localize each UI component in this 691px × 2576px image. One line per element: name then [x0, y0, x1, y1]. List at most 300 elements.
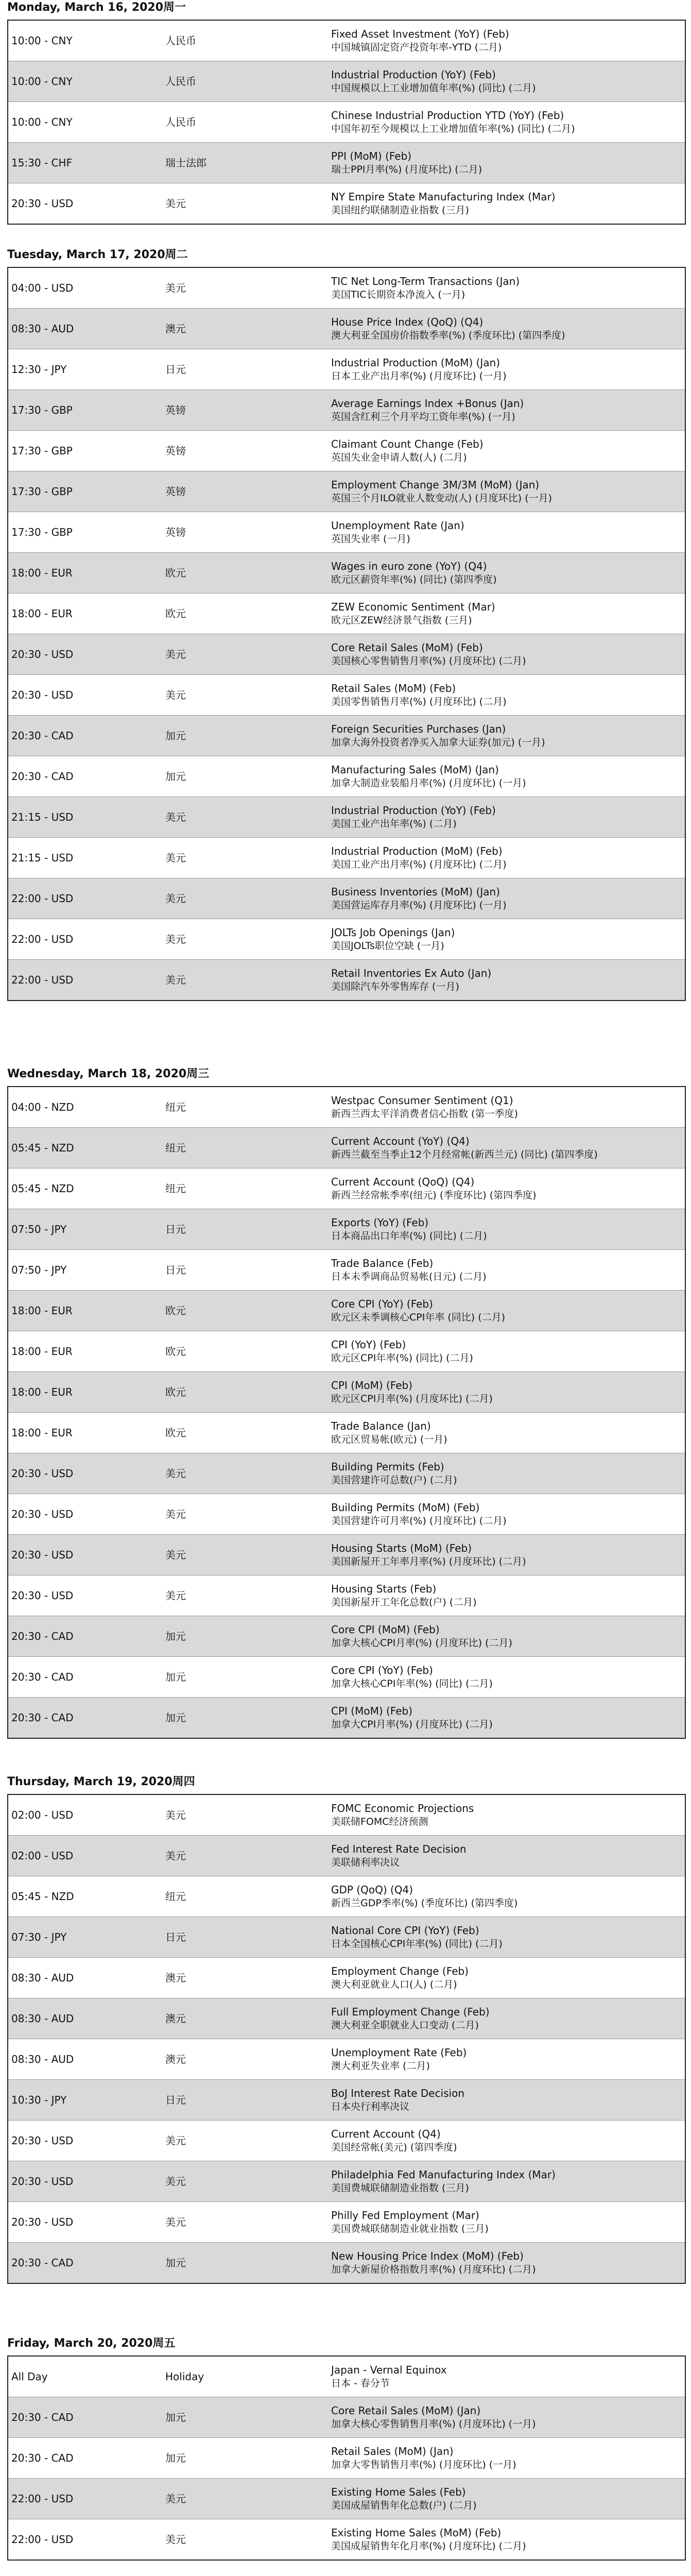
event-time: 15:30 - CHF — [8, 143, 162, 183]
event-time: 22:00 - USD — [8, 2479, 162, 2519]
event-name-cn: 美国JOLTs职位空缺 (一月) — [331, 940, 444, 952]
event-name-en: Wages in euro zone (YoY) (Q4) — [331, 560, 487, 572]
event-currency: 日元 — [162, 2080, 328, 2121]
table-row — [8, 1876, 685, 1917]
event-time: 10:00 - CNY — [8, 102, 162, 143]
event-time: 22:00 - USD — [8, 960, 162, 1001]
event-cell — [328, 1453, 685, 1494]
table-row — [8, 1917, 685, 1958]
event-currency: 美元 — [162, 1453, 328, 1494]
event-name-cn: 美国纽约联储制造业指数 (三月) — [331, 205, 469, 216]
table-row — [8, 878, 685, 919]
event-cell — [328, 1128, 685, 1168]
event-currency: 欧元 — [162, 1413, 328, 1453]
event-time: 17:30 - GBP — [8, 512, 162, 553]
event-name-cn: 澳大利亚全职就业人口变动 (二月) — [331, 2020, 479, 2031]
event-currency: 澳元 — [162, 309, 328, 349]
event-name-cn: 美联储FOMC经济预测 — [331, 1816, 428, 1827]
event-time: 21:15 - USD — [8, 838, 162, 878]
event-currency: 美元 — [162, 675, 328, 716]
event-time: 18:00 - EUR — [8, 1291, 162, 1331]
event-name-cn: 美国营运库存月率(%) (月度环比) (一月) — [331, 900, 507, 911]
table-row — [8, 553, 685, 594]
event-currency: 人民币 — [162, 61, 328, 102]
table-row — [8, 431, 685, 471]
table-row — [8, 2356, 685, 2397]
table-row — [8, 1087, 685, 1128]
event-currency: 美元 — [162, 2161, 328, 2202]
event-name-cn: 加拿大海外投资者净买入加拿大证券(加元) (一月) — [331, 737, 545, 748]
event-name-en: Foreign Securities Purchases (Jan) — [331, 723, 506, 735]
table-row — [8, 183, 685, 225]
table-row — [8, 797, 685, 838]
day-title: Wednesday, March 18, 2020周三 — [7, 1067, 210, 1080]
event-currency: 欧元 — [162, 1331, 328, 1372]
event-time: 08:30 - AUD — [8, 309, 162, 349]
table-row — [8, 1836, 685, 1876]
event-currency: 美元 — [162, 2121, 328, 2161]
table-row — [8, 2080, 685, 2121]
day-title: Tuesday, March 17, 2020周二 — [7, 248, 188, 261]
event-cell — [328, 267, 685, 309]
event-time: 10:30 - JPY — [8, 2080, 162, 2121]
event-name-cn: 英国失业金申请人数(人) (二月) — [331, 452, 467, 463]
table-row — [8, 634, 685, 675]
event-name-cn: 美国成屋销售年化月率(%) (月度环比) (二月) — [331, 2540, 526, 2552]
table-row — [8, 1168, 685, 1209]
event-name-cn: 新西兰截至当季止12个月经常帐(新西兰元) (同比) (第四季度) — [331, 1149, 598, 1160]
event-currency: 美元 — [162, 2479, 328, 2519]
event-name-en: Westpac Consumer Sentiment (Q1) — [331, 1094, 513, 1107]
event-time: 18:00 - EUR — [8, 1372, 162, 1413]
event-cell — [328, 878, 685, 919]
event-name-en: Housing Starts (Feb) — [331, 1583, 437, 1595]
table-row — [8, 1616, 685, 1657]
event-name-en: CPI (MoM) (Feb) — [331, 1705, 413, 1717]
table-row — [8, 1657, 685, 1698]
event-currency: 美元 — [162, 1494, 328, 1535]
event-name-cn: 澳大利亚就业人口(人) (二月) — [331, 1979, 457, 1990]
event-name-en: BoJ Interest Rate Decision — [331, 2087, 465, 2099]
event-name-en: Retail Inventories Ex Auto (Jan) — [331, 967, 492, 979]
event-cell — [328, 1087, 685, 1128]
event-currency: 澳元 — [162, 2039, 328, 2080]
event-cell — [328, 553, 685, 594]
event-name-cn: 美国工业产出年率(%) (二月) — [331, 818, 457, 829]
event-time: 10:00 - CNY — [8, 61, 162, 102]
event-name-cn: 美国核心零售销售月率(%) (月度环比) (二月) — [331, 655, 526, 667]
table-row — [8, 390, 685, 431]
table-row — [8, 309, 685, 349]
event-name-en: Housing Starts (MoM) (Feb) — [331, 1542, 472, 1554]
table-row — [8, 1331, 685, 1372]
event-cell — [328, 716, 685, 756]
event-currency: 欧元 — [162, 1372, 328, 1413]
event-name-cn: 加拿大核心CPI月率(%) (月度环比) (二月) — [331, 1637, 512, 1649]
events-table — [7, 267, 686, 1001]
event-cell — [328, 1372, 685, 1413]
event-name-en: Claimant Count Change (Feb) — [331, 438, 483, 450]
event-time: 05:45 - NZD — [8, 1128, 162, 1168]
day-title: Friday, March 20, 2020周五 — [7, 2337, 176, 2350]
event-name-en: CPI (MoM) (Feb) — [331, 1379, 413, 1392]
event-name-cn: 美国工业产出月率(%) (月度环比) (二月) — [331, 859, 507, 870]
table-row — [8, 2438, 685, 2479]
event-time: 20:30 - USD — [8, 1575, 162, 1616]
event-cell — [328, 143, 685, 183]
event-time: 17:30 - GBP — [8, 471, 162, 512]
event-name-cn: 英国三个月ILO就业人数变动(人) (月度环比) (一月) — [331, 493, 552, 504]
event-name-en: Employment Change 3M/3M (MoM) (Jan) — [331, 479, 540, 491]
event-cell — [328, 2202, 685, 2243]
table-row — [8, 716, 685, 756]
table-row — [8, 1998, 685, 2039]
event-cell — [328, 2039, 685, 2080]
event-name-en: Core CPI (YoY) (Feb) — [331, 1298, 433, 1310]
event-name-en: CPI (YoY) (Feb) — [331, 1338, 406, 1351]
event-currency: 加元 — [162, 2243, 328, 2284]
table-row — [8, 1794, 685, 1836]
event-time: 22:00 - USD — [8, 2519, 162, 2561]
event-name-cn: 日本央行利率决议 — [331, 2101, 410, 2112]
event-time: 08:30 - AUD — [8, 1998, 162, 2039]
table-row — [8, 2121, 685, 2161]
event-name-cn: 澳大利亚失业率 (二月) — [331, 2060, 430, 2072]
event-name-en: Core CPI (YoY) (Feb) — [331, 1664, 433, 1676]
event-currency: 日元 — [162, 1250, 328, 1291]
event-name-en: Existing Home Sales (Feb) — [331, 2486, 466, 2498]
event-cell — [328, 2080, 685, 2121]
event-cell — [328, 2121, 685, 2161]
event-name-en: Unemployment Rate (Feb) — [331, 2046, 467, 2059]
event-currency: 美元 — [162, 1535, 328, 1575]
event-name-cn: 英国含红利三个月平均工资年率(%) (一月) — [331, 411, 515, 422]
event-name-en: Average Earnings Index +Bonus (Jan) — [331, 397, 524, 410]
event-currency: 美元 — [162, 878, 328, 919]
event-cell — [328, 960, 685, 1001]
event-cell — [328, 1413, 685, 1453]
event-name-en: GDP (QoQ) (Q4) — [331, 1884, 413, 1896]
event-name-en: Chinese Industrial Production YTD (YoY) (Feb) — [331, 109, 564, 122]
event-time: 08:30 - AUD — [8, 2039, 162, 2080]
event-time: 20:30 - USD — [8, 1453, 162, 1494]
table-row — [8, 838, 685, 878]
event-currency: Holiday — [165, 2370, 204, 2383]
event-name-en: Industrial Production (MoM) (Feb) — [331, 845, 503, 857]
event-time: 20:30 - USD — [8, 634, 162, 675]
event-cell — [328, 2243, 685, 2284]
table-row — [8, 471, 685, 512]
table-row — [8, 594, 685, 634]
event-time: 18:00 - EUR — [8, 1413, 162, 1453]
table-row — [8, 2202, 685, 2243]
event-cell — [328, 1209, 685, 1250]
event-currency: 澳元 — [162, 1998, 328, 2039]
table-row — [8, 1958, 685, 1998]
event-currency: 美元 — [162, 797, 328, 838]
event-cell — [328, 2519, 685, 2561]
event-currency: 美元 — [162, 838, 328, 878]
event-name-cn: 瑞士PPI月率(%) (月度环比) (二月) — [331, 164, 482, 175]
events-table — [7, 2355, 686, 2561]
event-cell — [328, 675, 685, 716]
event-time: All Day — [11, 2370, 48, 2383]
event-currency: 美元 — [162, 919, 328, 960]
event-name-en: Full Employment Change (Feb) — [331, 2006, 490, 2018]
event-currency: 美元 — [162, 183, 328, 225]
event-time: 07:30 - JPY — [8, 1917, 162, 1958]
event-name-en: New Housing Price Index (MoM) (Feb) — [331, 2250, 524, 2262]
event-cell — [328, 102, 685, 143]
event-name-cn: 日本工业产出月率(%) (月度环比) (一月) — [331, 370, 507, 382]
event-cell — [328, 2161, 685, 2202]
event-name-cn: 美国经常帐(美元) (第四季度) — [331, 2142, 457, 2153]
event-name-cn: 新西兰西太平洋消费者信心指数 (第一季度) — [331, 1108, 518, 1120]
event-currency: 英镑 — [162, 512, 328, 553]
event-currency: 美元 — [162, 960, 328, 1001]
event-time: 12:30 - JPY — [8, 349, 162, 390]
table-row — [8, 1698, 685, 1739]
event-cell — [328, 471, 685, 512]
event-currency: 美元 — [162, 1575, 328, 1616]
event-cell — [328, 309, 685, 349]
event-currency: 欧元 — [162, 1291, 328, 1331]
event-time: 20:30 - CAD — [8, 1698, 162, 1739]
event-time: 20:30 - USD — [8, 183, 162, 225]
event-time: 08:30 - AUD — [8, 1958, 162, 1998]
event-currency: 加元 — [162, 2397, 328, 2438]
event-cell — [328, 1291, 685, 1331]
event-name-en: Current Account (Q4) — [331, 2128, 441, 2140]
event-currency: 加元 — [162, 2438, 328, 2479]
event-currency: 纽元 — [162, 1168, 328, 1209]
event-time: 05:45 - NZD — [8, 1168, 162, 1209]
event-name-en: House Price Index (QoQ) (Q4) — [331, 316, 483, 328]
event-name-cn: 欧元区薪资年率(%) (同比) (第四季度) — [331, 574, 497, 585]
event-name-cn: 欧元区CPI月率(%) (月度环比) (二月) — [331, 1393, 493, 1404]
events-table — [7, 1086, 686, 1739]
event-currency: 加元 — [162, 1657, 328, 1698]
event-currency: 美元 — [162, 1836, 328, 1876]
event-cell — [328, 20, 685, 61]
table-row — [8, 2397, 685, 2438]
event-name-en: Core Retail Sales (MoM) (Jan) — [331, 2404, 481, 2417]
event-name-en: Fed Interest Rate Decision — [331, 1843, 467, 1855]
event-name-cn: 美国除汽车外零售库存 (一月) — [331, 981, 459, 992]
table-row — [8, 960, 685, 1001]
event-cell — [328, 1998, 685, 2039]
event-currency: 瑞士法郎 — [162, 143, 328, 183]
table-row — [8, 102, 685, 143]
table-row — [8, 20, 685, 61]
event-name-en: Core CPI (MoM) (Feb) — [331, 1623, 440, 1636]
events-table — [7, 1794, 686, 2284]
event-time: 02:00 - USD — [8, 1836, 162, 1876]
event-name-en: Retail Sales (MoM) (Jan) — [331, 2445, 454, 2458]
event-name-cn: 欧元区CPI年率(%) (同比) (二月) — [331, 1352, 473, 1364]
event-name-cn: 美国TIC长期资本净流入 (一月) — [331, 289, 465, 300]
event-time: 02:00 - USD — [11, 1809, 74, 1821]
table-row — [8, 1453, 685, 1494]
table-row — [8, 2243, 685, 2284]
event-cell — [328, 1698, 685, 1739]
day-title: Thursday, March 19, 2020周四 — [7, 1775, 195, 1788]
event-cell — [328, 1331, 685, 1372]
table-row — [8, 1250, 685, 1291]
event-time: 05:45 - NZD — [8, 1876, 162, 1917]
event-name-en: NY Empire State Manufacturing Index (Mar) — [331, 191, 556, 203]
event-time: 20:30 - CAD — [8, 1616, 162, 1657]
table-row — [8, 2161, 685, 2202]
table-row — [8, 512, 685, 553]
table-row — [8, 919, 685, 960]
event-name-en: Retail Sales (MoM) (Feb) — [331, 682, 456, 694]
event-time: 20:30 - USD — [8, 2161, 162, 2202]
event-name-cn: 英国失业率 (一月) — [331, 533, 410, 545]
event-currency: 美元 — [165, 1809, 186, 1821]
table-row — [8, 756, 685, 797]
table-row — [8, 61, 685, 102]
event-name-en: FOMC Economic Projections — [331, 1802, 474, 1815]
table-row — [8, 675, 685, 716]
event-currency: 美元 — [162, 2519, 328, 2561]
event-name-cn: 欧元区贸易帐(欧元) (一月) — [331, 1434, 447, 1445]
event-cell — [328, 1250, 685, 1291]
event-cell — [328, 1494, 685, 1535]
event-cell — [328, 2438, 685, 2479]
day-title: Monday, March 16, 2020周一 — [7, 1, 186, 14]
event-cell — [328, 2479, 685, 2519]
event-cell — [328, 1657, 685, 1698]
event-name-en: PPI (MoM) (Feb) — [331, 150, 412, 162]
event-cell — [328, 1876, 685, 1917]
table-row — [8, 1575, 685, 1616]
event-time: 22:00 - USD — [8, 919, 162, 960]
event-cell — [328, 61, 685, 102]
event-name-en: Current Account (QoQ) (Q4) — [331, 1176, 475, 1188]
event-name-en: Building Permits (Feb) — [331, 1461, 444, 1473]
event-name-en: Employment Change (Feb) — [331, 1965, 469, 1977]
event-name-cn: 美国零售销售月率(%) (月度环比) (二月) — [331, 696, 507, 707]
event-currency: 人民币 — [165, 35, 196, 47]
event-name-cn: 中国城镇固定资产投资年率-YTD (二月) — [331, 42, 502, 53]
event-name-cn: 美国营建许可月率(%) (月度环比) (二月) — [331, 1515, 507, 1527]
event-cell — [328, 594, 685, 634]
event-cell — [328, 2356, 685, 2397]
event-name-en: Building Permits (MoM) (Feb) — [331, 1501, 480, 1514]
event-name-cn: 加拿大制造业装船月率(%) (月度环比) (一月) — [331, 777, 526, 789]
event-currency: 美元 — [165, 282, 186, 294]
event-name-en: Industrial Production (YoY) (Feb) — [331, 804, 496, 817]
event-cell — [328, 756, 685, 797]
event-name-cn: 加拿大核心零售销售月率(%) (月度环比) (一月) — [331, 2418, 536, 2430]
event-name-cn: 加拿大核心CPI年率(%) (同比) (二月) — [331, 1678, 493, 1689]
event-name-en: Industrial Production (MoM) (Jan) — [331, 357, 500, 369]
event-name-cn: 日本全国核心CPI年率(%) (同比) (二月) — [331, 1938, 503, 1950]
event-name-cn: 美国成屋销售年化总数(户) (二月) — [331, 2500, 477, 2511]
event-cell — [328, 1168, 685, 1209]
event-name-cn: 中国年初至今规模以上工业增加值年率(%) (同比) (二月) — [331, 123, 575, 134]
table-row — [8, 1372, 685, 1413]
event-name-en: ZEW Economic Sentiment (Mar) — [331, 601, 495, 613]
event-currency: 加元 — [162, 1616, 328, 1657]
event-cell — [328, 390, 685, 431]
event-cell — [328, 2397, 685, 2438]
event-time: 20:30 - USD — [8, 2121, 162, 2161]
event-name-en: Current Account (YoY) (Q4) — [331, 1135, 470, 1147]
table-row — [8, 267, 685, 309]
event-cell — [328, 1616, 685, 1657]
event-time: 20:30 - CAD — [8, 716, 162, 756]
event-name-cn: 欧元区未季调核心CPI年率 (同比) (二月) — [331, 1312, 506, 1323]
event-cell — [328, 1575, 685, 1616]
table-row — [8, 1291, 685, 1331]
event-name-cn: 加拿大CPI月率(%) (月度环比) (二月) — [331, 1719, 493, 1730]
table-row — [8, 1494, 685, 1535]
event-time: 20:30 - USD — [8, 675, 162, 716]
table-row — [8, 143, 685, 183]
event-time: 20:30 - CAD — [8, 2438, 162, 2479]
event-currency: 加元 — [162, 1698, 328, 1739]
event-name-en: Philly Fed Employment (Mar) — [331, 2209, 479, 2222]
event-name-cn: 新西兰经常帐季率(纽元) (季度环比) (第四季度) — [331, 1190, 537, 1201]
table-row — [8, 1413, 685, 1453]
event-name-cn: 日本商品出口年率(%) (同比) (二月) — [331, 1230, 487, 1242]
event-currency: 日元 — [162, 1209, 328, 1250]
event-time: 17:30 - GBP — [8, 390, 162, 431]
event-name-cn: 加拿大零售销售月率(%) (月度环比) (一月) — [331, 2459, 516, 2470]
event-name-cn: 欧元区ZEW经济景气指数 (三月) — [331, 615, 472, 626]
event-name-cn: 日本未季调商品贸易帐(日元) (二月) — [331, 1271, 487, 1282]
event-time: 20:30 - CAD — [8, 756, 162, 797]
event-name-cn: 美国新屋开工年化总数(户) (二月) — [331, 1597, 477, 1608]
event-time: 18:00 - EUR — [8, 553, 162, 594]
event-name-cn: 加拿大新屋价格指数月率(%) (月度环比) (二月) — [331, 2264, 536, 2275]
event-time: 18:00 - EUR — [8, 1331, 162, 1372]
event-time: 20:30 - CAD — [8, 1657, 162, 1698]
event-time: 18:00 - EUR — [8, 594, 162, 634]
event-name-cn: 美国新屋开工年率月率(%) (月度环比) (二月) — [331, 1556, 526, 1567]
event-cell — [328, 431, 685, 471]
table-row — [8, 1128, 685, 1168]
table-row — [8, 1535, 685, 1575]
event-currency: 英镑 — [162, 390, 328, 431]
event-currency: 欧元 — [162, 553, 328, 594]
event-cell — [328, 919, 685, 960]
event-name-en: Trade Balance (Jan) — [331, 1420, 431, 1432]
event-cell — [328, 349, 685, 390]
event-cell — [328, 838, 685, 878]
event-currency: 加元 — [162, 756, 328, 797]
event-cell — [328, 1535, 685, 1575]
event-name-en: Business Inventories (MoM) (Jan) — [331, 886, 500, 898]
event-name-en: JOLTs Job Openings (Jan) — [331, 926, 455, 939]
event-name-en: Exports (YoY) (Feb) — [331, 1216, 429, 1229]
event-cell — [328, 1836, 685, 1876]
event-currency: 纽元 — [162, 1128, 328, 1168]
event-name-en: Japan - Vernal Equinox — [331, 2364, 447, 2376]
event-currency: 美元 — [162, 634, 328, 675]
event-cell — [328, 634, 685, 675]
event-name-cn: 澳大利亚全国房价指数季率(%) (季度环比) (第四季度) — [331, 330, 565, 341]
event-time: 21:15 - USD — [8, 797, 162, 838]
event-cell — [328, 1917, 685, 1958]
event-currency: 人民币 — [162, 102, 328, 143]
event-currency: 欧元 — [162, 594, 328, 634]
event-currency: 英镑 — [162, 431, 328, 471]
event-time: 04:00 - NZD — [11, 1101, 74, 1113]
event-cell — [328, 183, 685, 225]
